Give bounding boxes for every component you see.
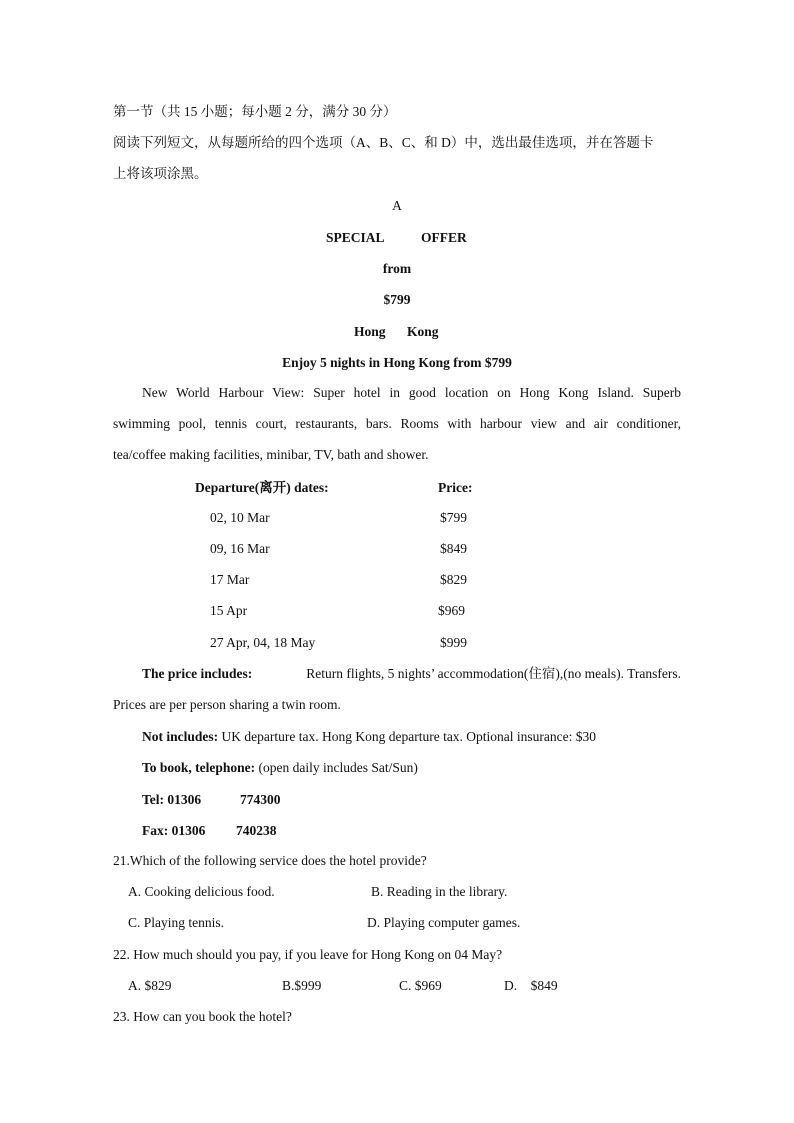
instruction-line-1: 阅读下列短文，从每题所给的四个选项（A、B、C、和 D）中，选出最佳选项，并在答题卡	[113, 135, 654, 150]
table-row-price: $969	[438, 603, 465, 618]
fax-number: 740238	[236, 823, 277, 838]
table-row-dates: 17 Mar	[210, 572, 250, 587]
table-row-dates: 02, 10 Mar	[210, 510, 270, 525]
section-header: 第一节（共 15 小题；每小题 2 分，满分 30 分）	[113, 104, 397, 119]
price-includes-text: Return flights, 5 nights’ accommodation(住宿),(no meals). Transfers.	[306, 666, 681, 681]
tel-number: 774300	[240, 792, 281, 807]
question-22-stem: 22. How much should you pay, if you leave for Hong Kong on 04 May?	[113, 947, 503, 962]
ad-hong: Hong	[354, 324, 386, 339]
ad-headline: Enjoy 5 nights in Hong Kong from $799	[282, 355, 512, 370]
question-21-option-a: A. Cooking delicious food.	[128, 884, 275, 899]
question-21-option-d: D. Playing computer games.	[367, 915, 521, 930]
ad-offer: OFFER	[421, 230, 467, 245]
question-21-option-c: C. Playing tennis.	[128, 915, 225, 930]
table-row-dates: 09, 16 Mar	[210, 541, 270, 556]
hotel-description-line-1: New World Harbour View: Super hotel in good location on Hong Kong Island. Superb	[142, 385, 681, 400]
question-22-option-b: B.$999	[282, 978, 322, 993]
tel-label: Tel: 01306	[142, 792, 202, 807]
price-includes-line-2: Prices are per person sharing a twin room.	[113, 697, 341, 712]
table-row-price: $999	[440, 635, 467, 650]
price-includes-label: The price includes:	[142, 666, 253, 681]
fax-label: Fax: 01306	[142, 823, 206, 838]
table-row-price: $829	[440, 572, 467, 587]
to-book-line	[142, 759, 418, 777]
question-23-stem: 23. How can you book the hotel?	[113, 1009, 292, 1024]
ad-kong: Kong	[407, 324, 439, 339]
table-row-price: $849	[440, 541, 467, 556]
to-book-text: (open daily includes Sat/Sun)	[258, 760, 418, 775]
to-book-label: To book, telephone:	[142, 760, 256, 775]
table-row-price: $799	[440, 510, 467, 525]
instruction-line-2: 上将该项涂黑。	[113, 166, 208, 181]
price-includes-line	[142, 665, 681, 683]
hotel-description-line-2: swimming pool, tennis court, restaurants, bars. Rooms with harbour view and air conditioner,	[113, 416, 681, 431]
not-includes-label: Not includes:	[142, 729, 219, 744]
table-row-dates: 27 Apr, 04, 18 May	[210, 635, 316, 650]
question-21-stem: 21.Which of the following service does the hotel provide?	[113, 853, 427, 868]
table-header-price: Price:	[438, 480, 473, 495]
passage-letter: A	[392, 198, 402, 213]
not-includes-text: UK departure tax. Hong Kong departure tax. Optional insurance: $30	[221, 729, 597, 744]
ad-from: from	[382, 261, 412, 276]
hotel-description-line-3: tea/coffee making facilities, minibar, TV, bath and shower.	[113, 447, 429, 462]
question-21-option-b: B. Reading in the library.	[371, 884, 508, 899]
table-row-dates: 15 Apr	[210, 603, 248, 618]
not-includes-line	[142, 728, 596, 746]
question-22-option-d: D. $849	[504, 978, 558, 993]
ad-special: SPECIAL	[326, 230, 385, 245]
ad-price: $799	[383, 292, 411, 307]
table-header-dates: Departure(离开) dates:	[195, 480, 329, 495]
question-22-option-a: A. $829	[128, 978, 172, 993]
question-22-option-c: C. $969	[399, 978, 442, 993]
